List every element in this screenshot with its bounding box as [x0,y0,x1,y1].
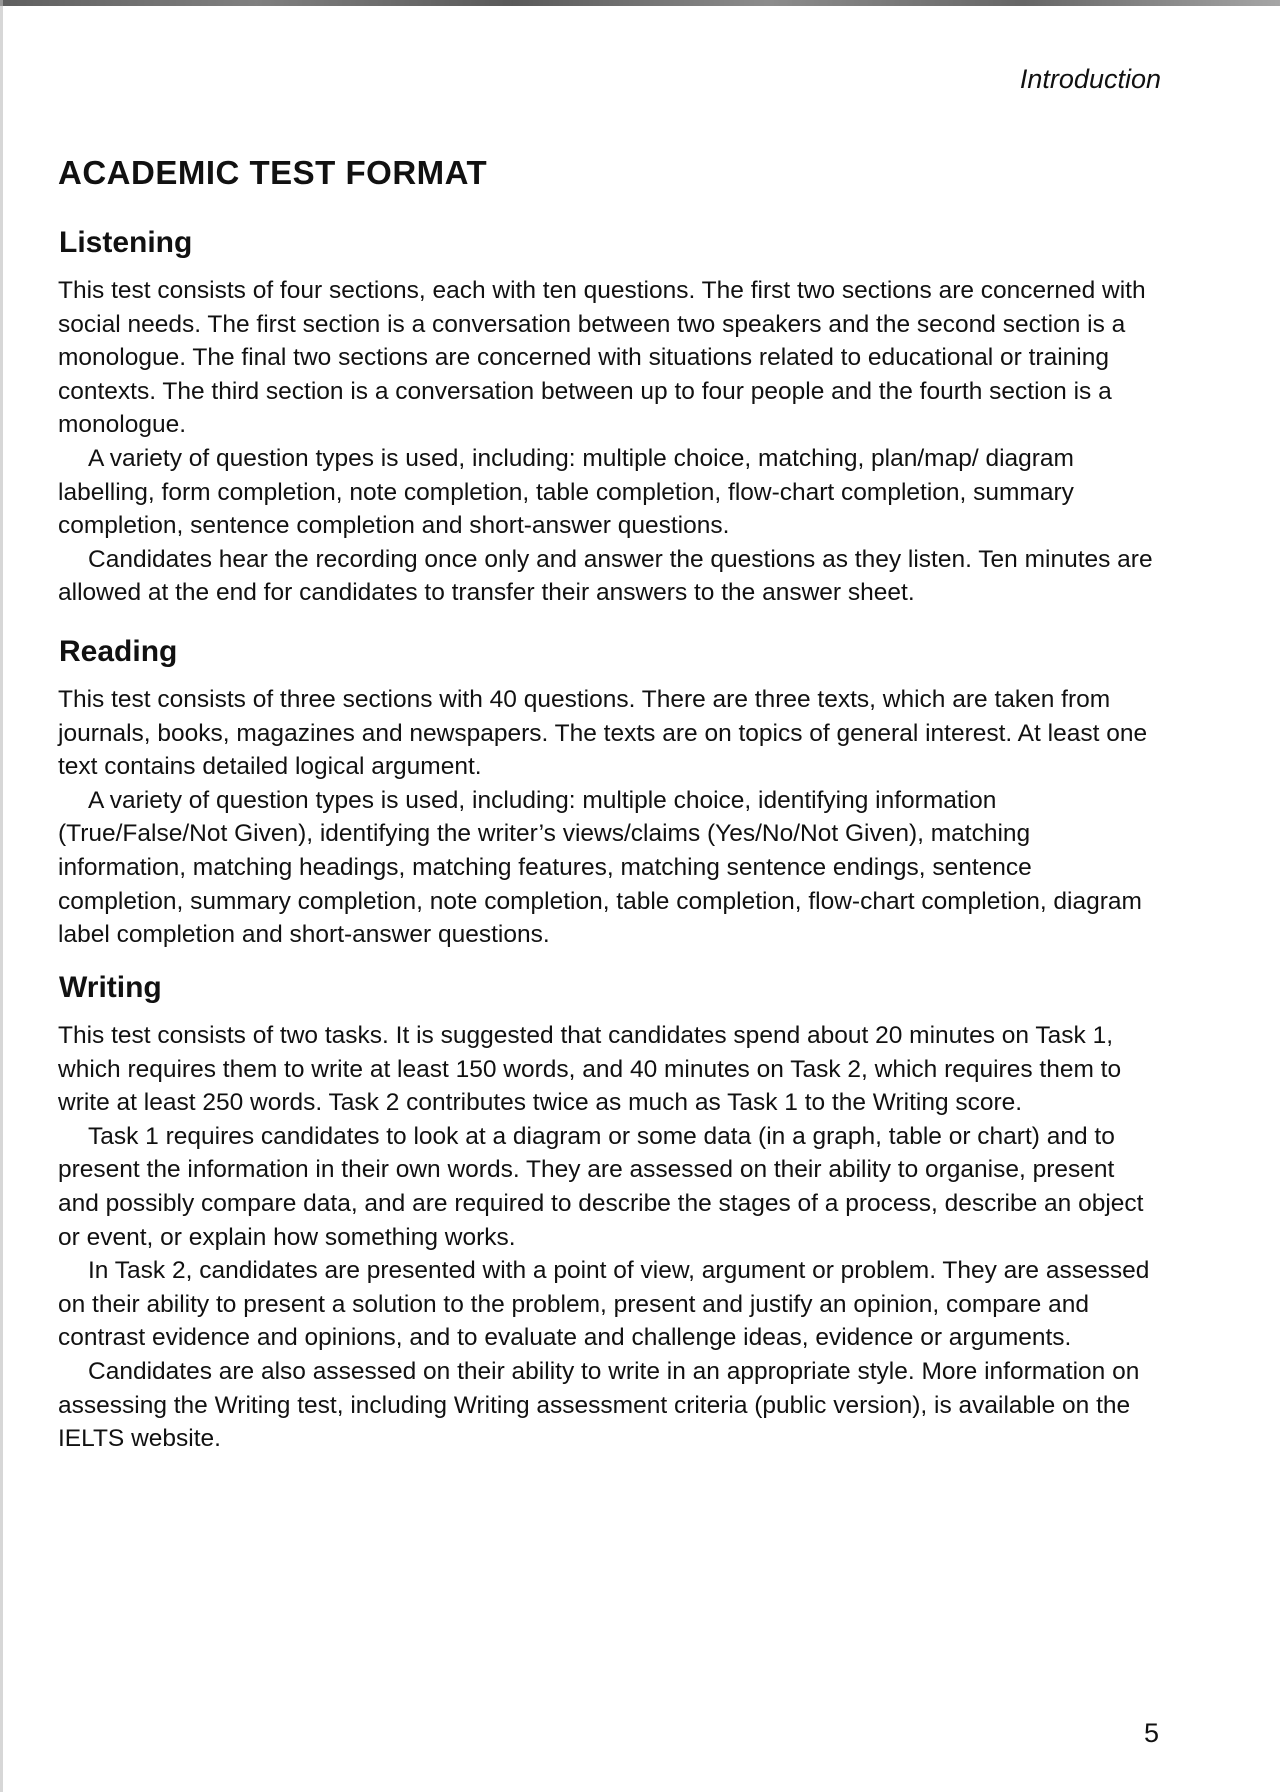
paragraph: This test consists of two tasks. It is suggested that candidates spend about 20 minutes on Task 1, which requires them to write at least 150 words, and 40 minutes on Task 2, which requires them to write at least 250 words. Task 2 contributes twice as much as Task 1 to the Writing score. [58,1022,1122,1117]
paragraph: A variety of question types is used, including: multiple choice, matching, plan/map/ diagram labelling, form completion, note completion, table completion, flow-chart completion, summary completion, sentence completion and short-answer questions. [58,444,1074,540]
paragraph: Candidates hear the recording once only and answer the questions as they listen. Ten minutes are allowed at the end for candidates to transfer their answers to the answer sheet. [58,545,1153,607]
section-body-writing [58,1019,1158,1456]
scan-edge-left [0,0,3,1792]
section-body-reading [58,683,1158,952]
running-header: Introduction [1019,64,1161,94]
section-body-listening [58,274,1158,610]
paragraph: This test consists of three sections with 40 questions. There are three texts, which are taken from journals, books, magazines and newspapers. The texts are on topics of general interest. At least one text contains detailed logical argument. [58,686,1148,781]
paragraph: Task 1 requires candidates to look at a diagram or some data (in a graph, table or chart) and to present the information in their own words. They are assessed on their ability to organise, present and possibly compare data, and are required to describe the stages of a process, describe an object or event, or explain how something works. [58,1122,1144,1251]
document-page [58,0,1161,1792]
paragraph: This test consists of four sections, each with ten questions. The first two sections are concerned with social needs. The first section is a conversation between two speakers and the second section is a monologue. The final two sections are concerned with situations related to educational or training contexts. The third section is a conversation between up to four people and the fourth section is a monologue. [58,277,1146,439]
section-heading-writing: Writing [59,971,162,1004]
paragraph: In Task 2, candidates are presented with a point of view, argument or problem. They are assessed on their ability to present a solution to the problem, present and justify an opinion, compare and contrast evidence and opinions, and to evaluate and challenge ideas, evidence or arguments. [58,1257,1150,1352]
section-heading-listening: Listening [59,226,193,259]
page-number: 5 [1143,1718,1159,1748]
paragraph: A variety of question types is used, including: multiple choice, identifying information (True/False/Not Given), identifying the writer’s views/claims (Yes/No/Not Given), matching information, matching headings, matching features, matching sentence endings, sentence completion, summary completion, note completion, table completion, flow-chart completion, diagram label completion and short-answer questions. [58,786,1142,949]
section-heading-reading: Reading [59,635,178,668]
paragraph: Candidates are also assessed on their ability to write in an appropriate style. More information on assessing the Writing test, including Writing assessment criteria (public version), is available on the IELTS website. [58,1357,1140,1453]
page-title: ACADEMIC TEST FORMAT [58,154,488,191]
